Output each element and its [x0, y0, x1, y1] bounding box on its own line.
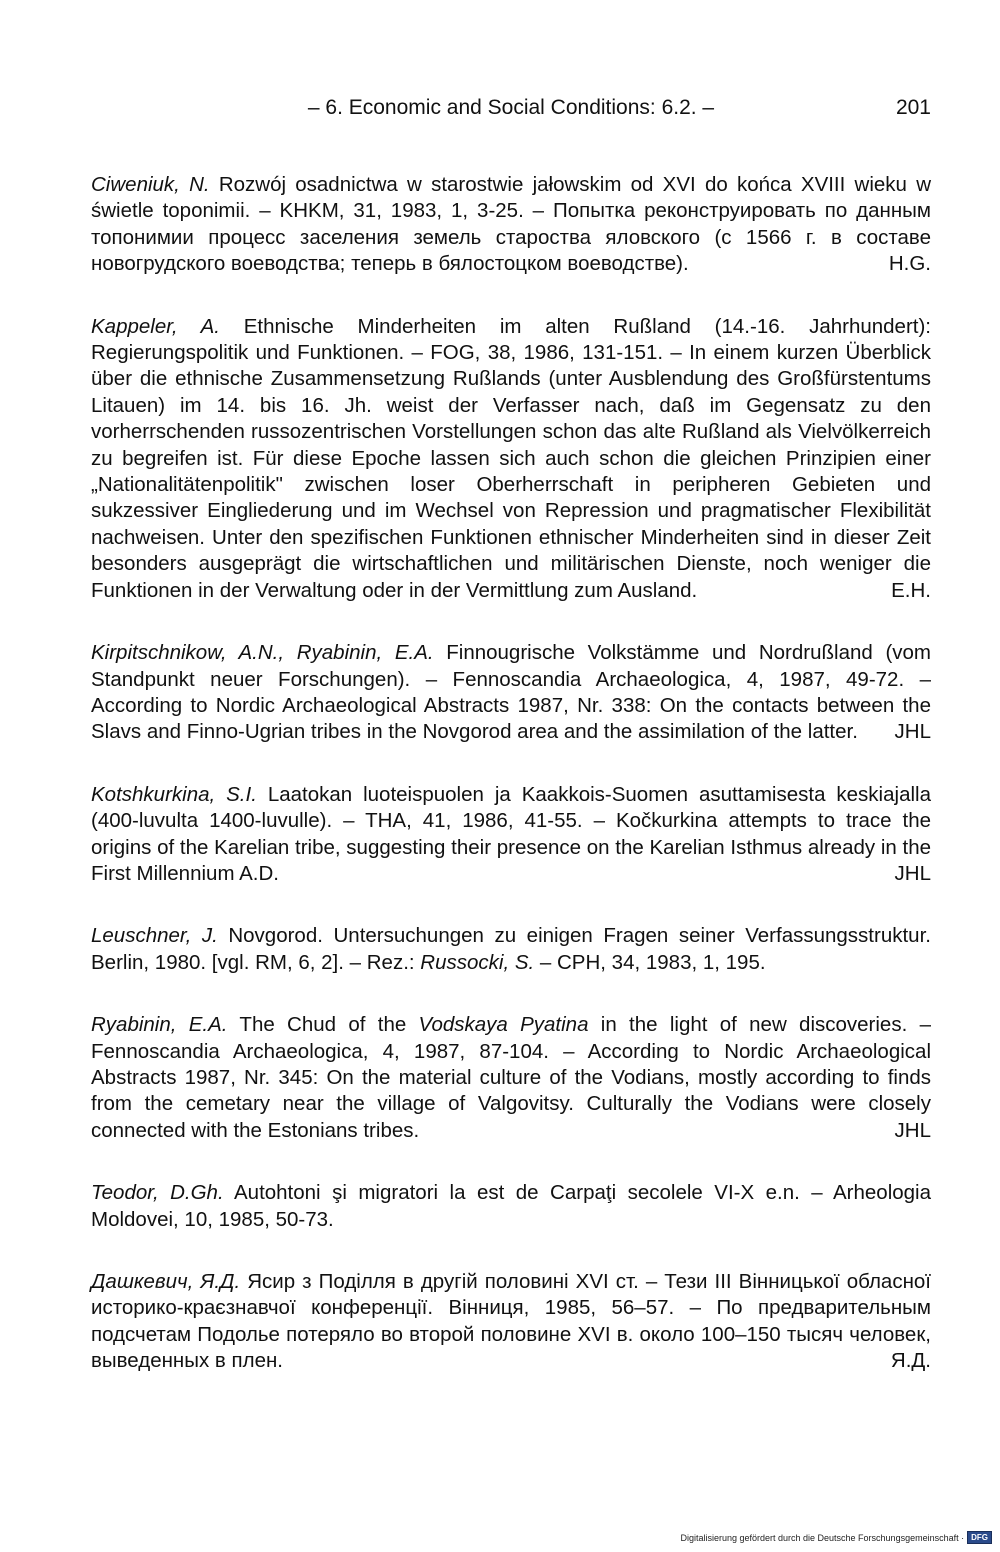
reviewer-initials: JHL	[894, 861, 931, 885]
entry-text: Laatokan luoteispuolen ja Kaakkois-Suomen asuttamisesta keskiajalla (400-luvulta 1400-luvulle). – THA, 41, 1986, 41-55. – Kočkurkina attempts to trace the origins of the Karelian tribe, suggesting their presence on the Karelian Isthmus already in the First Millennium A.D.	[91, 782, 931, 885]
entry-author: Teodor, D.Gh.	[91, 1181, 224, 1205]
bibliography-entry-ciweniuk	[91, 172, 931, 278]
page	[91, 88, 931, 1411]
entry-text: Autohtoni şi migratori la est de Carpaţi secolele VI-X e.n. – Arheologia Moldovei, 10, 1985, 50-73.	[91, 1181, 932, 1231]
bibliography-entry-leuschner	[91, 923, 931, 976]
reviewer-initials: Я.Д.	[890, 1349, 931, 1373]
entry-author: Kotshkurkina, S.I.	[91, 782, 257, 806]
entry-author: Дашкевич, Я.Д.	[91, 1270, 241, 1293]
digitization-footer	[680, 1531, 992, 1544]
bibliography-entry-teodor	[91, 1180, 931, 1233]
reviewer-initials: JHL	[894, 720, 931, 744]
bibliography-entry-kotshkurkina	[91, 782, 931, 888]
entry-text: Rozwój osadnictwa w starostwie jałowskim od XVI do końca XVIII wieku w świetle toponimii. – KHKM, 31, 1983, 1, 3-25. – Попытка реконструировать по данным топонимии процесс заселения земель староства яловского (с 1566 г. в составе новогрудского воеводства; теперь в бялостоцком воеводстве).	[91, 173, 931, 276]
entry-text: The Chud of the	[227, 1013, 419, 1037]
entry-text: Novgorod. Untersuchungen zu einigen Fragen seiner Verfassungsstruktur. Berlin, 1980. [vgl. RM, 6, 2]. – Rez.:	[91, 924, 931, 974]
running-title: – 6. Economic and Social Conditions: 6.2. –	[307, 96, 715, 119]
footer-text: Digitalisierung gefördert durch die Deutsche Forschungsgemeinschaft ·	[680, 1532, 965, 1543]
page-header	[91, 88, 931, 128]
entry-author: Leuschner, J.	[91, 924, 218, 948]
bibliography-entries	[91, 172, 931, 1375]
reviewer-initials: JHL	[894, 1118, 931, 1142]
entry-text-continued: – CPH, 34, 1983, 1, 195.	[534, 950, 766, 974]
dfg-logo-icon: DFG	[967, 1531, 992, 1544]
entry-text: Ethnische Minderheiten im alten Rußland (14.-16. Jahrhundert): Regierungspolitik und Funktionen. – FOG, 38, 1986, 131-151. – In einem kurzen Überblick über die ethnische Zusammensetzung Rußlands (unter Ausblendung des Großfürstentums Litauen) im 14. bis 16. Jh. weist der Verfasser nach, daß im Gegensatz zu den vorherrschenden russozentrischen Vorstellungen schon das alte Rußland als Vielvölkerreich zu begreifen ist. Für diese Epoche lassen sich auch schon die gleichen Prinzipien einer „Nationalitätenpolitik" zwischen loser Oberherrschaft in peripheren Gebieten und sukzessiver Eingliederung und im Wechsel von Repression und pragmatischer Flexibilität nachweisen. Unter den spezifischen Funktionen ethnischer Minderheiten sind in dieser Zeit besonders ausgeprägt die wirtschaftlichen und militärischen Dienste, noch weniger die Funktionen in der Verwaltung oder in der Vermittlung zum Ausland.	[91, 314, 931, 602]
reviewer-initials: E.H.	[891, 578, 931, 602]
entry-text: Finnougrische Volkstämme und Nordrußland (vom Standpunkt neuer Forschungen). – Fennoscandia Archaeologica, 4, 1987, 49-72. – According to Nordic Archaeological Abstracts 1987, Nr. 338: On the contacts between the Slavs and Finno-Ugrian tribes in the Novgorod area and the assimilation of the latter.	[91, 641, 931, 744]
entry-author: Kirpitschnikow, A.N., Ryabinin, E.A.	[91, 641, 434, 665]
entry-author: Ryabinin, E.A.	[91, 1013, 228, 1037]
entry-text: Ясир з Поділля в другій половині XVI ст. – Тези III Вінницької обласної историко-краєзнавчої конференції. Вінниця, 1985, 56–57. – По предварительным подсчетам Подолье потеряло во второй половине XVI в. около 100–150 тысяч человек, выведенных в плен.	[91, 1270, 931, 1373]
bibliography-entry-ryabinin	[91, 1012, 931, 1144]
entry-italic-title: Vodskaya Pyatina	[418, 1013, 589, 1037]
page-number: 201	[895, 96, 931, 119]
entry-italic-reviewer: Russocki, S.	[420, 950, 535, 974]
bibliography-entry-kirpitschnikow	[91, 640, 931, 746]
reviewer-initials: H.G.	[888, 252, 931, 276]
entry-author: Kappeler, A.	[91, 314, 220, 338]
entry-author: Ciweniuk, N.	[91, 173, 210, 196]
bibliography-entry-kappeler	[91, 314, 931, 604]
entry-text-continued: in the light of new discoveries. – Fennoscandia Archaeologica, 4, 1987, 87-104. – According to Nordic Archaeological Abstracts 1987, Nr. 345: On the material culture of the Vodians, mostly according to finds from the cemetary near the village of Valgovitsy. Culturally the Vodians were closely connected with the Estonians tribes.	[91, 1013, 931, 1142]
bibliography-entry-dashkevich	[91, 1269, 931, 1375]
